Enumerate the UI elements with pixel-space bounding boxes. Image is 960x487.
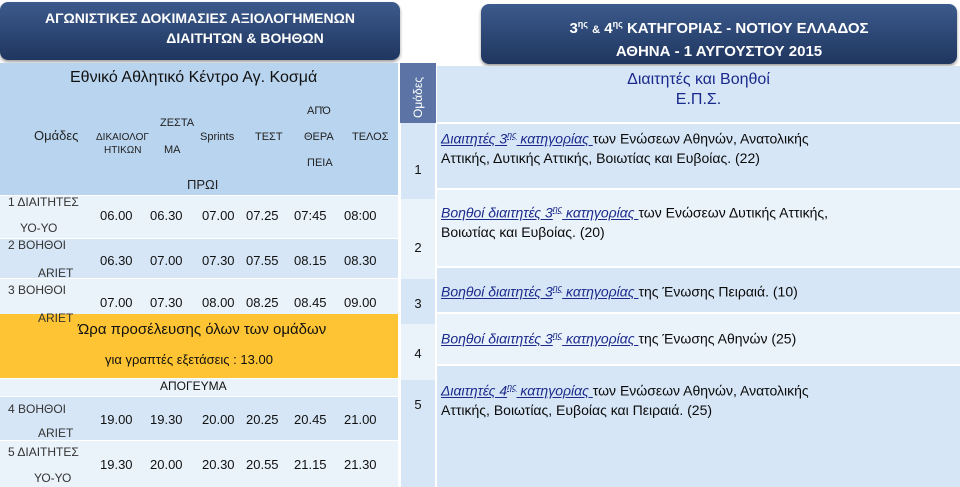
referee-groups-subtitle: Ε.Π.Σ. [675, 91, 722, 108]
schedule-row-4 [100, 412, 377, 427]
g4-em: Βοηθοί διαιτητές 3 [441, 330, 553, 347]
group-4-text [441, 326, 796, 349]
referee-groups [437, 66, 960, 487]
team-number-4: 4 [414, 346, 422, 361]
team-num-cell-1 [401, 123, 435, 199]
schedule-row-5 [100, 457, 377, 472]
team-4-type: ARIET [38, 426, 74, 440]
cell: 07.25 [246, 208, 279, 223]
cell: 20.00 [202, 412, 235, 427]
g2-em2: κατηγορίας [562, 204, 639, 221]
group-5-text [441, 378, 809, 420]
g1-em: Διαιτητές 3 [441, 130, 508, 147]
team-number-2: 2 [414, 240, 422, 255]
cell: 19.00 [100, 412, 133, 427]
team-3-label: 3 ΒΟΗΘΟΙ [8, 283, 67, 297]
cell: 08.15 [294, 253, 327, 268]
cell: 20.30 [202, 457, 235, 472]
g5-rest: των Ενώσεων Αθηνών, Ανατολικής [592, 382, 809, 399]
hdr-thera: ΘΕΡΑ [304, 131, 334, 143]
team-5-type: ΥΟ-ΥΟ [34, 471, 72, 485]
teams-column-title: Ομάδες [411, 77, 425, 118]
g2-line2: Βοιωτίας και Ευβοίας. (20) [441, 223, 605, 240]
g4-rest: της Ένωσης Αθηνών (25) [638, 330, 797, 347]
group-2-text [441, 200, 828, 242]
hdr-zesta-1: ΖΕΣΤΑ [160, 117, 195, 129]
team-2-type: ARIET [38, 266, 74, 280]
cell: 08:00 [344, 208, 377, 223]
cell: 08.00 [202, 295, 235, 310]
hdr-peia: ΠΕΙΑ [307, 157, 333, 169]
g2-rest: των Ενώσεων Δυτικής Αττικής, [638, 204, 829, 221]
rt-amp: & [592, 24, 601, 36]
group-4 [437, 312, 960, 364]
g1-em2: κατηγορίας [516, 130, 593, 147]
g2-sup: ης [552, 204, 563, 214]
referee-groups-header [437, 66, 960, 122]
g3-em: Βοηθοί διαιτητές 3 [441, 283, 553, 300]
hdr-sprints: Sprints [200, 131, 235, 143]
cell: 20.55 [246, 457, 279, 472]
g1-rest: των Ενώσεων Αθηνών, Ανατολικής [592, 130, 809, 147]
notice-exam-time: για γραπτές εξετάσεις : 13.00 [105, 352, 273, 367]
group-3 [437, 266, 960, 312]
group-1-text [441, 126, 809, 168]
group-3-text [441, 279, 798, 302]
g4-em2: κατηγορίας [562, 330, 639, 347]
rt-sup-1: ης [577, 19, 588, 29]
cell: 08.45 [294, 295, 327, 310]
team-num-cell-2 [401, 199, 435, 279]
cell: 21.30 [344, 457, 377, 472]
schedule-row-1 [100, 208, 377, 223]
right-title-line2: ΑΘΗΝΑ - 1 ΑΥΓΟΥΣΤΟΥ 2015 [615, 43, 823, 60]
g5-line2: Αττικής, Βοιωτίας, Ευβοίας και Πειραιά. (25) [441, 401, 713, 418]
cell: 07.30 [202, 253, 235, 268]
cell: 08.25 [246, 295, 279, 310]
right-title-banner [481, 4, 957, 64]
team-1-type: ΥΟ-ΥΟ [20, 221, 58, 235]
venue-title: Εθνικό Αθλητικό Κέντρο Αγ. Κοσμά [0, 63, 398, 93]
hdr-telos: ΤΕΛΟΣ [352, 131, 389, 143]
g3-rest: της Ένωσης Πειραιά. (10) [638, 283, 798, 300]
cell: 19.30 [100, 457, 133, 472]
referee-groups-title: Διαιτητές και Βοηθοί [627, 71, 770, 88]
hdr-apo: ΑΠΌ [307, 105, 331, 117]
cell: 07.30 [150, 295, 183, 310]
g2-em: Βοηθοί διαιτητές 3 [441, 204, 553, 221]
cell: 07:45 [294, 208, 327, 223]
hdr-omades: Ομάδες [34, 128, 79, 143]
cell: 20.00 [150, 457, 183, 472]
group-5 [437, 364, 960, 487]
g5-em2: κατηγορίας [516, 382, 593, 399]
cell: 19.30 [150, 412, 183, 427]
team-1-label: 1 ΔΙΑΙΤΗΤΕΣ [8, 195, 79, 209]
cell: 20.45 [294, 412, 327, 427]
cell: 07.00 [100, 295, 133, 310]
teams-column-header [400, 63, 436, 123]
cell: 06.30 [100, 253, 133, 268]
cell: 07.55 [246, 253, 279, 268]
g4-sup: ης [552, 330, 563, 340]
team-number-3: 3 [414, 296, 422, 311]
rt-num-3: 3 [569, 20, 578, 37]
g3-em2: κατηγορίας [562, 283, 639, 300]
team-5-label: 5 ΔΙΑΙΤΗΤΕΣ [8, 445, 79, 459]
cell: 07.00 [150, 253, 183, 268]
left-title-line1: ΑΓΩΝΙΣΤΙΚΕΣ ΔΟΚΙΜΑΣΙΕΣ ΑΞΙΟΛΟΓΗΜΕΝΩΝ [45, 10, 355, 26]
notice-arrival: Ώρα προσέλευσης όλων των ομάδων [78, 321, 327, 338]
group-1 [437, 122, 960, 188]
group-2 [437, 188, 960, 266]
g1-line2: Αττικής, Δυτικής Αττικής, Βοιωτίας και Ευβοίας. (22) [441, 149, 760, 166]
cell: 06.00 [100, 208, 133, 223]
schedule-table [0, 63, 398, 487]
rt-category: ΚΑΤΗΓΟΡΙΑΣ - ΝΟΤΙΟΥ ΕΛΛΑΔΟΣ [626, 20, 869, 37]
afternoon-label: ΑΠΟΓΕΥΜΑ [160, 379, 227, 393]
cell: 21.15 [294, 457, 327, 472]
schedule-row-2 [100, 253, 377, 268]
cell: 08.30 [344, 253, 377, 268]
cell: 06.30 [150, 208, 183, 223]
team-number-5: 5 [414, 397, 422, 412]
right-title-line1 [481, 14, 957, 41]
g1-sup: ης [507, 130, 517, 140]
hdr-dikaiologitikon-2: ΗΤΙΚΩΝ [104, 145, 142, 156]
cell: 09.00 [344, 295, 377, 310]
team-3-type: ARIET [38, 311, 74, 325]
schedule-row-3 [100, 295, 377, 310]
hdr-proi: ΠΡΩΙ [187, 177, 219, 192]
cell: 21.00 [344, 412, 377, 427]
rt-sup-2: ης [612, 19, 623, 29]
team-2-label: 2 ΒΟΗΘΟΙ [8, 238, 67, 252]
g3-sup: ης [552, 283, 563, 293]
g5-sup: ης [507, 382, 517, 392]
team-4-label: 4 ΒΟΗΘΟΙ [8, 402, 67, 416]
team-number-1: 1 [414, 162, 422, 177]
cell: 07.00 [202, 208, 235, 223]
g5-em: Διαιτητές 4 [441, 382, 508, 399]
hdr-zesta-2: ΜΑ [164, 144, 181, 156]
cell: 20.25 [246, 412, 279, 427]
left-title-line2: ΔΙΑΙΤΗΤΩΝ & ΒΟΗΘΩΝ [166, 30, 324, 46]
rt-num-4: 4 [604, 20, 613, 37]
left-title-banner [0, 2, 400, 60]
hdr-dikaiologitikon-1: ΔΙΚΑΙΟΛΟΓ [96, 132, 149, 143]
hdr-test: ΤΕΣΤ [255, 131, 283, 143]
